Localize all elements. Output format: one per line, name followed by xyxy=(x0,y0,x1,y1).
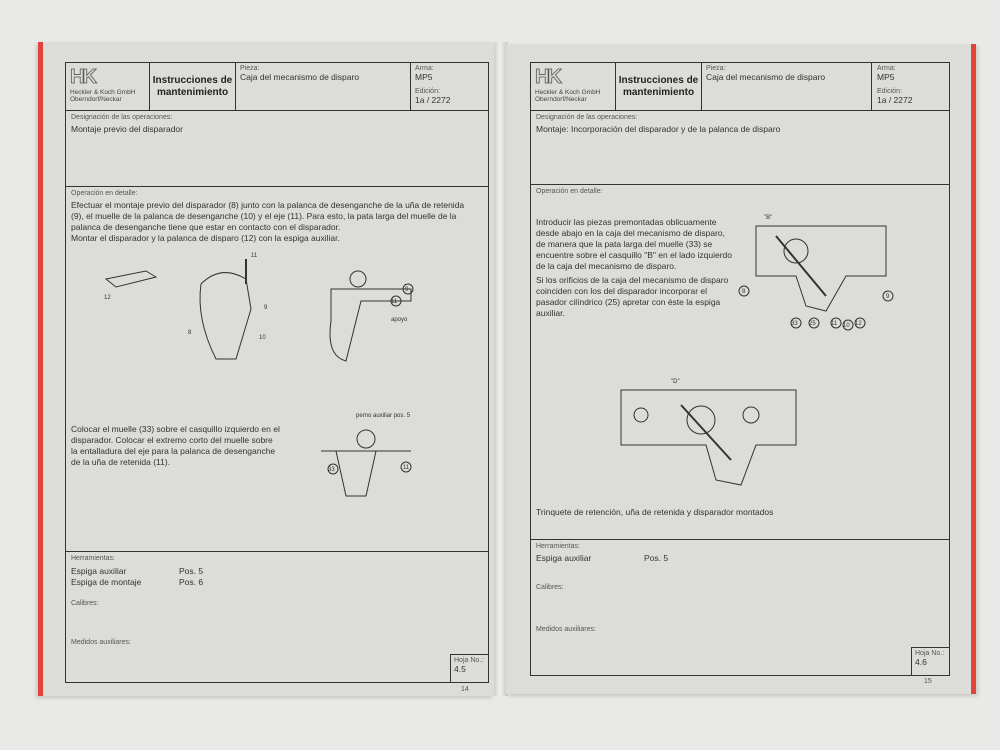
tools-section xyxy=(71,555,488,682)
page-number: 14 xyxy=(461,686,469,693)
right-page xyxy=(506,44,976,694)
hoja-label: Hoja No.: xyxy=(915,650,945,657)
svg-text:10: 10 xyxy=(843,323,850,329)
tool-row xyxy=(71,566,488,577)
designacion-label: Designación de las operaciones: xyxy=(536,114,638,121)
hoja-value: 4.6 xyxy=(915,657,927,667)
doc-title-1: Instrucciones de xyxy=(152,75,233,86)
svg-text:33: 33 xyxy=(328,467,335,473)
company-city: Oberndorf/Neckar xyxy=(70,96,122,103)
left-form xyxy=(65,62,489,683)
tool-pos: Pos. 5 xyxy=(179,566,204,576)
pieza-label: Pieza: xyxy=(240,65,260,72)
header-row xyxy=(531,63,949,111)
svg-text:9: 9 xyxy=(886,294,890,300)
operacion-section xyxy=(531,185,949,540)
calibres-label: Calibres: xyxy=(536,584,564,591)
trigger-assembly-diagram xyxy=(96,249,466,379)
operacion-section xyxy=(66,187,488,552)
hk-logo: HK xyxy=(70,66,95,88)
svg-text:8: 8 xyxy=(188,330,192,336)
operacion-text-1: Efectuar el montaje previo del disparador (8) junto con la palanca de desenganche de la uña de retenida (9), el muelle de la palanca de desenganche (10) y el eje (11). Para esto, la pata larga del muelle de la palanca de desenganche tiene que estar en contacto con el disparador. xyxy=(71,200,465,232)
svg-text:12: 12 xyxy=(855,321,862,327)
operacion-label: Operación en detalle: xyxy=(536,188,603,195)
svg-text:"B": "B" xyxy=(764,215,773,221)
svg-text:11: 11 xyxy=(831,321,838,327)
doc-title-2: mantenimiento xyxy=(622,87,695,98)
housing-diagram-bottom xyxy=(611,375,811,505)
svg-text:11: 11 xyxy=(251,253,258,259)
tool-pos: Pos. 5 xyxy=(644,553,669,563)
designacion-value: Montaje: Incorporación del disparador y de la palanca de disparo xyxy=(536,124,781,134)
operacion-text-2: Si los orificios de la caja del mecanismo de disparo coinciden con los del disparador incorporar el pasador cilíndrico (25) apretar con éste la espiga auxiliar. xyxy=(536,275,729,318)
edicion-value: 1a / 2272 xyxy=(877,95,913,105)
pieza-value: Caja del mecanismo de disparo xyxy=(706,72,826,82)
operacion-label: Operación en detalle: xyxy=(71,190,138,197)
svg-text:apoyo: apoyo xyxy=(391,317,408,323)
herramientas-label: Herramientas: xyxy=(71,555,115,562)
edicion-value: 1a / 2272 xyxy=(415,95,451,105)
tool-name: Espiga auxiliar xyxy=(71,566,127,576)
figure-caption: Trinquete de retención, uña de retenida y disparador montados xyxy=(536,507,774,517)
tool-name: Espiga de montaje xyxy=(71,577,142,587)
medidos-label: Medidos auxiliares: xyxy=(536,626,596,633)
company-name: Heckler & Koch GmbH xyxy=(70,89,136,96)
operacion-text-2: Montar el disparador y la palanca de disparo (12) con la espiga auxiliar. xyxy=(71,233,340,243)
edicion-label: Edición: xyxy=(415,88,440,95)
company-city: Oberndorf/Neckar xyxy=(535,96,587,103)
hoja-label: Hoja No.: xyxy=(454,657,484,664)
arma-label: Arma: xyxy=(415,65,434,72)
herramientas-label: Herramientas: xyxy=(536,543,580,550)
svg-text:9: 9 xyxy=(264,305,268,311)
svg-text:10: 10 xyxy=(259,335,266,341)
designacion-section xyxy=(531,111,949,185)
calibres-label: Calibres: xyxy=(71,600,99,607)
page-number: 15 xyxy=(924,678,932,685)
tool-pos: Pos. 6 xyxy=(179,577,204,587)
arma-label: Arma: xyxy=(877,65,896,72)
medidos-label: Medidos auxiliares: xyxy=(71,639,131,646)
tool-name: Espiga auxiliar xyxy=(536,553,592,563)
svg-text:8: 8 xyxy=(742,289,746,295)
designacion-value: Montaje previo del disparador xyxy=(71,124,183,134)
operacion-text-3: Colocar el muelle (33) sobre el casquillo izquierdo en el disparador. Colocar el extremo corto del muelle sobre la entalladura del eje para la palanca de desenganche de la uña de retenida (11). xyxy=(71,424,280,467)
svg-text:12: 12 xyxy=(104,295,111,301)
tool-row xyxy=(536,553,949,564)
hoja-box xyxy=(911,647,949,675)
arma-value: MP5 xyxy=(415,72,433,82)
pieza-value: Caja del mecanismo de disparo xyxy=(240,72,360,82)
svg-text:33: 33 xyxy=(791,321,798,327)
right-form xyxy=(530,62,950,676)
designacion-label: Designación de las operaciones: xyxy=(71,114,173,121)
svg-text:11: 11 xyxy=(403,465,410,471)
header-row xyxy=(66,63,488,111)
arma-value: MP5 xyxy=(877,72,895,82)
left-page xyxy=(38,42,494,696)
tool-row xyxy=(71,577,488,588)
designacion-section xyxy=(66,111,488,187)
svg-text:perno auxiliar pos. 5: perno auxiliar pos. 5 xyxy=(356,413,411,419)
hk-logo: HK xyxy=(535,66,560,88)
svg-text:9: 9 xyxy=(405,287,409,293)
company-name: Heckler & Koch GmbH xyxy=(535,89,601,96)
svg-text:25: 25 xyxy=(809,321,816,327)
svg-text:"D": "D" xyxy=(671,379,680,385)
edicion-label: Edición: xyxy=(877,88,902,95)
housing-diagram-top xyxy=(736,211,906,351)
spring-diagram xyxy=(316,409,466,499)
tools-section xyxy=(536,543,949,675)
hoja-box xyxy=(450,654,488,682)
doc-title-1: Instrucciones de xyxy=(618,75,699,86)
pieza-label: Pieza: xyxy=(706,65,726,72)
svg-text:11: 11 xyxy=(391,299,398,305)
operacion-text-1: Introducir las piezas premontadas oblicuamente desde abajo en la caja del mecanismo de disparo, de manera que la pata larga del muelle (33) se encuentre sobre el casquillo "B" en el lado izquierdo de la caja del mecanismo de disparo. xyxy=(536,217,732,271)
doc-title-2: mantenimiento xyxy=(156,87,229,98)
hoja-value: 4.5 xyxy=(454,664,466,674)
